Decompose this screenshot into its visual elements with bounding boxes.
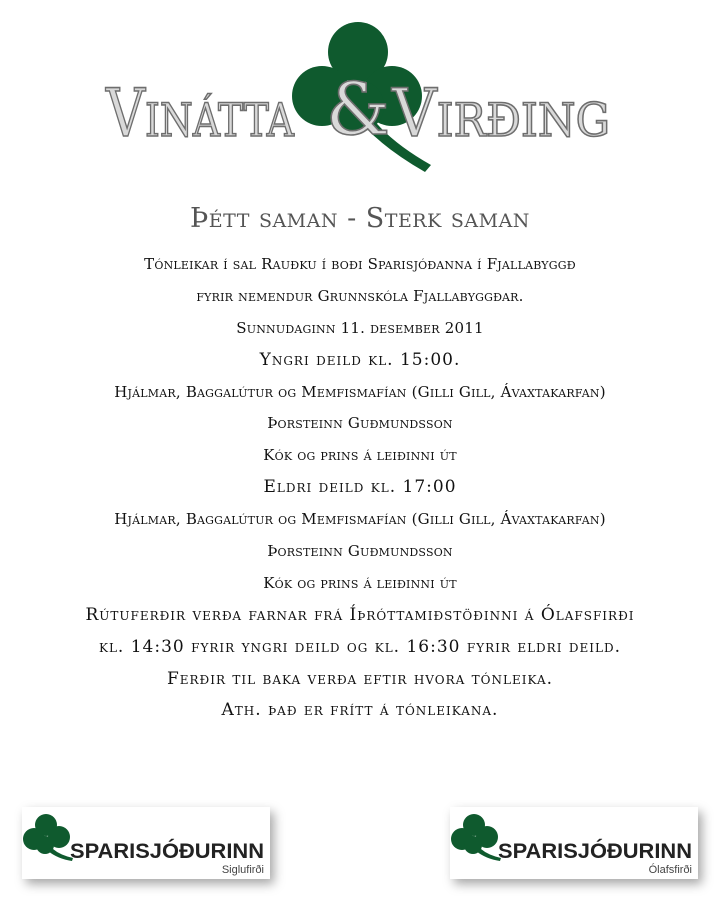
senior-section-heading: Eldri deild kl. 17:00: [263, 477, 457, 498]
clover-icon: [23, 814, 73, 861]
bus-info-line: kl. 14:30 fyrir yngri deild og kl. 16:30 fyrir eldri deild.: [99, 636, 621, 657]
logo-place: Siglufirði: [221, 864, 264, 876]
sponsor-logo-siglufjordur: [22, 807, 270, 879]
detail-line: Kók og prins á leiðinni út: [263, 446, 457, 465]
clover-icon: [451, 814, 501, 861]
event-details: [0, 249, 720, 727]
detail-line: Kók og prins á leiðinni út: [263, 573, 457, 592]
sponsor-logo-olafsfjordur: [450, 807, 698, 879]
logo-name: SPARISJÓÐURINN: [70, 840, 257, 863]
logo-name: SPARISJÓÐURINN: [498, 840, 685, 863]
performer-line: Hjálmar, Baggalútur og Memfismafían (Gilli Gill, Ávaxtakarfan): [114, 510, 606, 529]
free-admission-note: Ath. það er frítt á tónleikana.: [221, 700, 499, 721]
performer-line: Þorsteinn Guðmundsson: [267, 542, 453, 561]
detail-line: Tónleikar í sal Rauðku í boði Sparisjóðanna í Fjallabyggð: [144, 255, 576, 273]
performer-line: Hjálmar, Baggalútur og Memfismafían (Gilli Gill, Ávaxtakarfan): [114, 382, 606, 401]
bus-info-line: Rútuferðir verða farnar frá Íþróttamiðstöðinni á Ólafsfirði: [85, 604, 635, 625]
event-date: Sunnudaginn 11. desember 2011: [236, 318, 484, 337]
performer-line: Þorsteinn Guðmundsson: [267, 414, 453, 433]
return-info-line: Ferðir til baka verða eftir hvora tónleika.: [166, 668, 554, 689]
header-title-left: Vinátta: [105, 75, 295, 152]
subtitle: Þétt saman - Sterk saman: [190, 203, 530, 234]
header-title-right: Virðing: [391, 75, 610, 152]
logo-place: Ólafsfirði: [648, 864, 692, 876]
header-title: [100, 14, 620, 184]
header-ampersand: &: [326, 67, 391, 151]
junior-section-heading: Yngri deild kl. 15:00.: [259, 349, 461, 370]
detail-line: fyrir nemendur Grunnskóla Fjallabyggðar.: [196, 286, 524, 305]
